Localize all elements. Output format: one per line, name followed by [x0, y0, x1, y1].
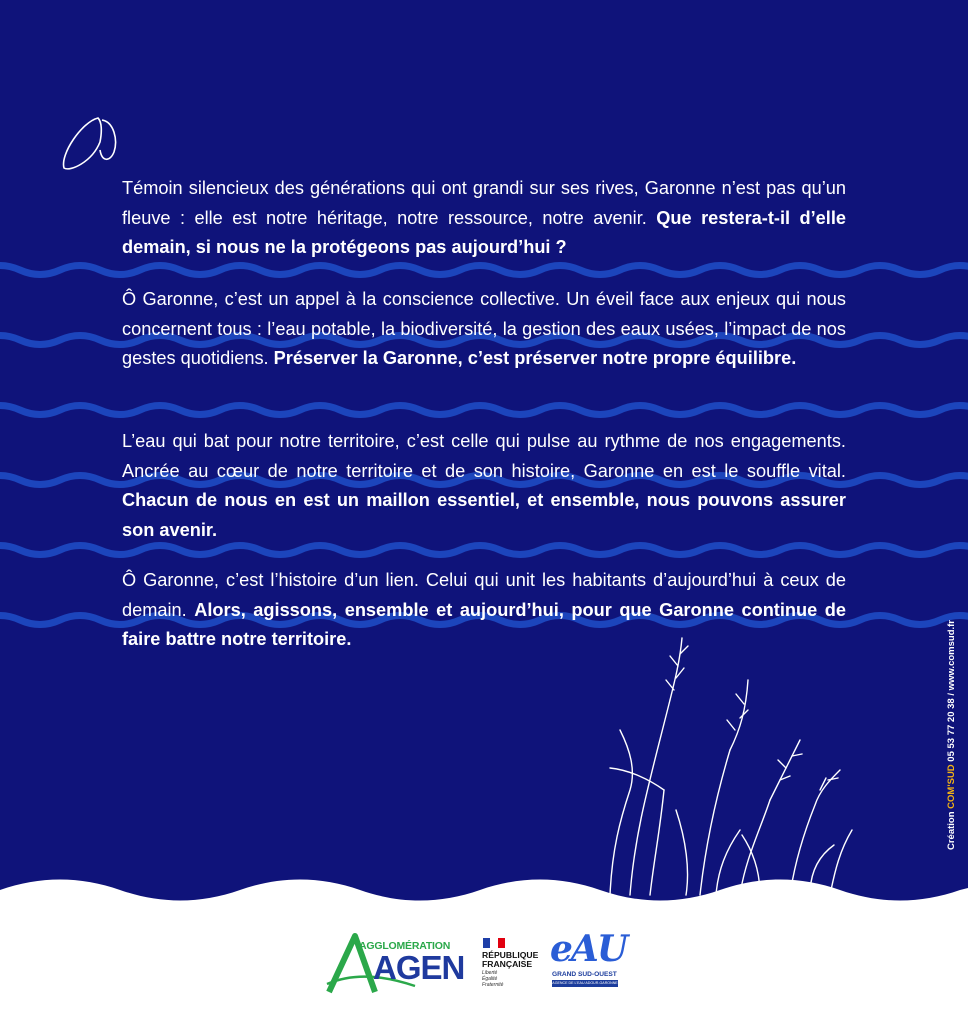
rf-motto3: Fraternité — [482, 982, 504, 988]
eau-logo-bar: AGENCE DE L'EAU ADOUR-GARONNE — [552, 981, 618, 985]
agen-logo-main: AGEN — [373, 949, 465, 986]
wave-line-5 — [0, 546, 968, 555]
paragraph-1 — [122, 174, 846, 263]
credit-brand: COM'SUD — [946, 764, 957, 809]
rf-motto2: Égalité — [482, 976, 498, 982]
paragraph-3 — [122, 427, 846, 545]
paragraph-1-bold: Que restera-t-il d’elle demain, si nous ne la protégeons pas aujourd’hui ? — [122, 207, 846, 257]
republique-francaise-logo — [480, 936, 542, 992]
agen-agglomeration-logo — [325, 930, 465, 996]
paragraph-3-bold: Chacun de nous en est un maillon essentiel, et ensemble, nous pouvons assurer son avenir. — [122, 490, 846, 540]
rf-line2: FRANÇAISE — [482, 959, 533, 969]
paragraph-4-regular: Ô Garonne, c’est l’histoire d’un lien. Celui qui unit les habitants d’aujourd’hui à ceux de demain. — [122, 570, 846, 620]
agen-logo-top: AGGLOMÉRATION — [359, 940, 451, 952]
eau-logo-word: eAU — [550, 928, 627, 970]
paragraph-4 — [122, 566, 846, 655]
paragraph-2-bold: Préserver la Garonne, c’est préserver notre propre équilibre. — [273, 348, 797, 368]
paragraph-3-regular: L’eau qui bat pour notre territoire, c’est celle qui pulse au rythme de nos engagements. Ancrée au cœur de notre territoire et de son histoire, Garonne en est le souffle vital. — [122, 431, 846, 481]
eau-logo-subtitle: GRAND SUD-OUEST — [552, 971, 617, 978]
credit-line — [946, 620, 957, 850]
wave-line-3 — [0, 406, 968, 415]
wave-line-1 — [0, 266, 968, 275]
rf-line1: RÉPUBLIQUE — [482, 950, 539, 960]
credit-contact: 05 53 77 20 38 / www.comsud.fr — [946, 620, 957, 765]
butterfly-outline-icon — [58, 110, 122, 174]
paragraph-2 — [122, 285, 846, 374]
paragraph-4-bold: Alors, agissons, ensemble et aujourd’hui, pour que Garonne continue de faire battre notre territoire. — [122, 599, 846, 649]
rf-motto1: Liberté — [482, 970, 498, 976]
reed-grass-illustration — [590, 630, 870, 900]
agence-eau-logo — [548, 928, 627, 994]
credit-prefix: Création — [946, 808, 957, 850]
paragraph-2-regular: Ô Garonne, c’est un appel à la conscience collective. Un éveil face aux enjeux qui nous concernent tous : l’eau potable, la biodiversité, la gestion des eaux usées, l’impact de nos gestes quotidiens. — [122, 289, 846, 368]
paragraph-1-regular: Témoin silencieux des générations qui ont grandi sur ses rives, Garonne n’est pas qu’un fleuve : elle est notre héritage, notre ressource, notre avenir. — [122, 178, 846, 228]
